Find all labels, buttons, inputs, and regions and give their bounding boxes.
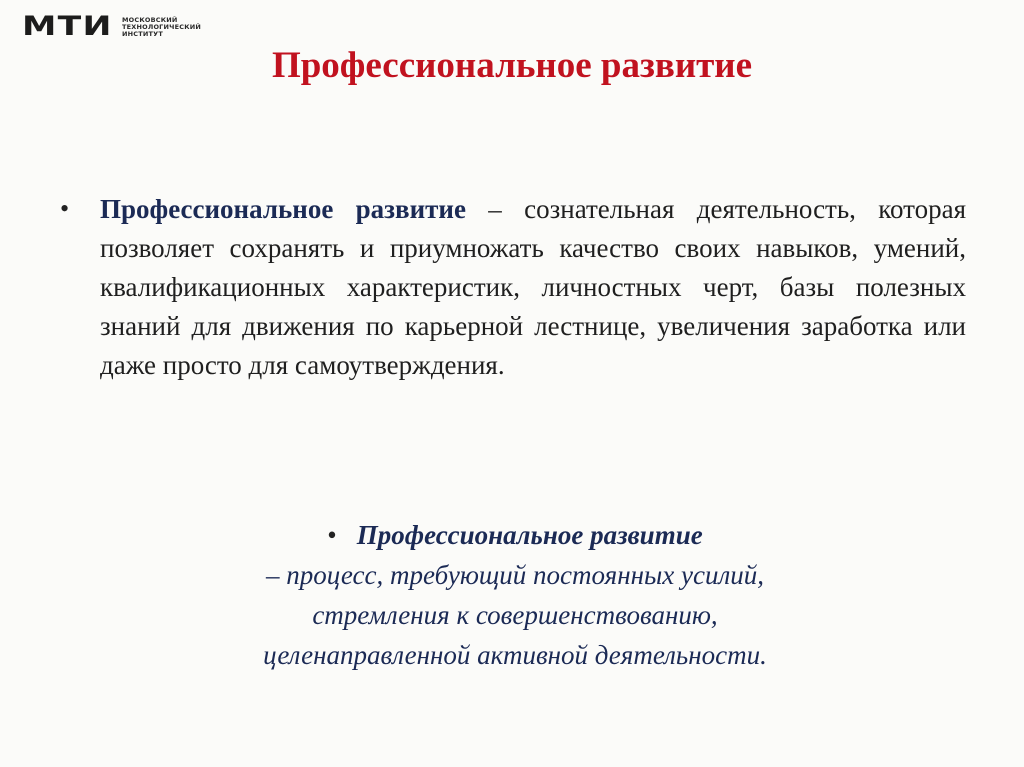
bullet-marker: •: [60, 194, 70, 223]
process-line-term: [160, 515, 870, 555]
process-term: Профессиональное развитие: [356, 520, 703, 550]
definition-paragraph: [100, 190, 966, 385]
mti-logo: [22, 11, 202, 42]
bullet-marker-2: •: [327, 520, 337, 550]
process-bullet: [160, 515, 870, 675]
process-line-2: стремления к совершенствованию,: [312, 600, 718, 630]
logo-line-2: ТЕХНОЛОГИЧЕСКИЙ: [122, 22, 202, 31]
logo-mark: МТИ: [22, 11, 113, 42]
process-line-3: целенаправленной активной деятельности.: [263, 640, 767, 670]
slide-title: Профессиональное развитие: [271, 45, 753, 86]
process-line-1: – процесс, требующий постоянных усилий,: [266, 560, 764, 590]
definition-text: – сознательная деятельность, которая позволяет сохранять и приумножать качество своих навыков, умений, квалификационных характеристик, личностных черт, базы полезных знаний для движения по карьерной лестнице, увеличения заработка или даже просто для самоутверждения.: [100, 194, 966, 380]
logo-line-3: ИНСТИТУТ: [122, 29, 164, 38]
logo-line-1: МОСКОВСКИЙ: [122, 15, 178, 24]
definition-term: Профессиональное развитие: [100, 194, 466, 224]
